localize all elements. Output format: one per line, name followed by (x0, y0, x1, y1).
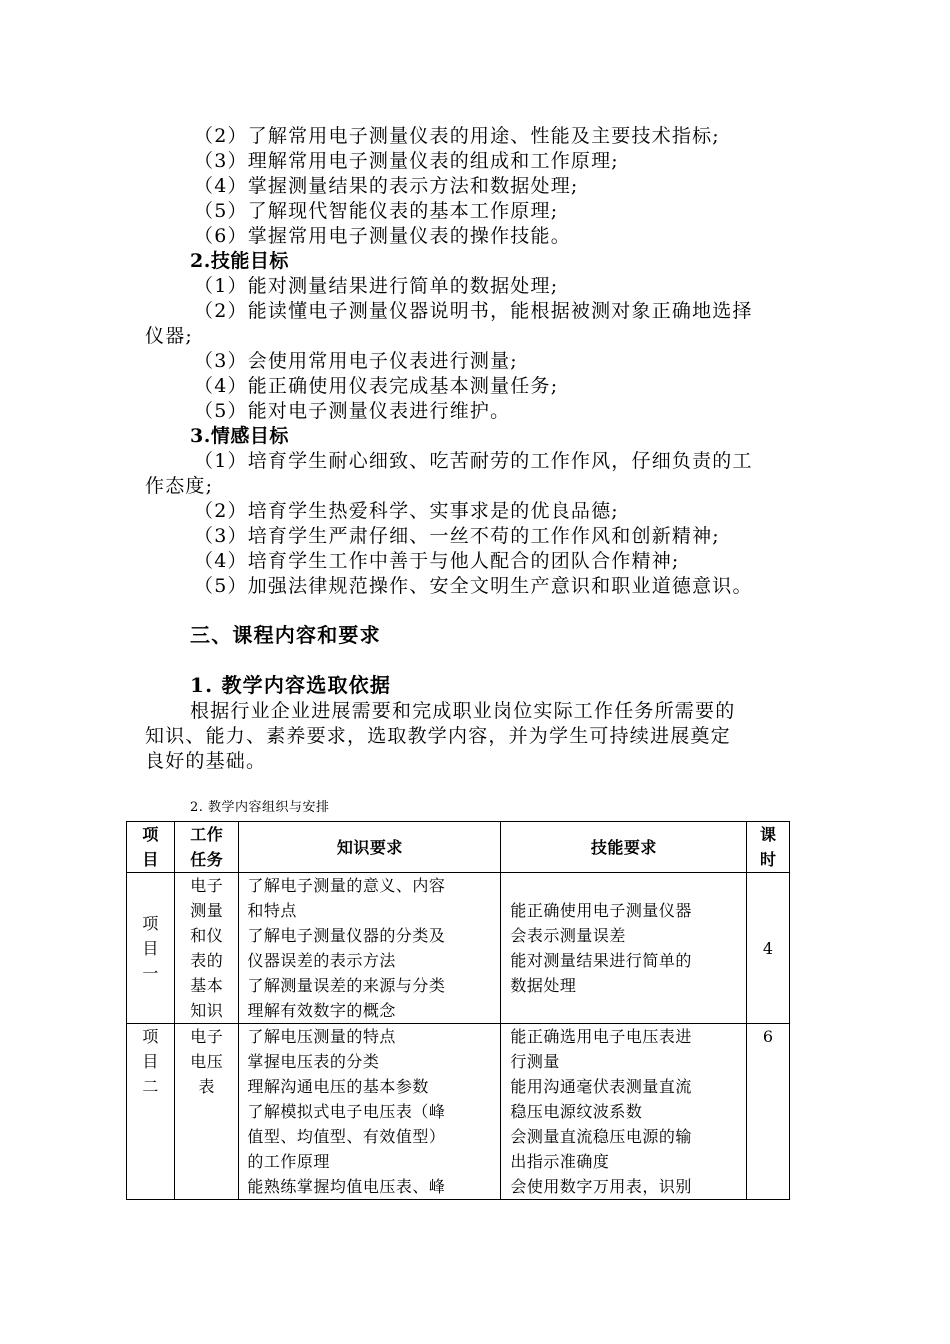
skill-goal-2: （2）能读懂电子测量仪器说明书，能根据被测对象正确地选择 (194, 300, 753, 322)
knowledge-line: 能熟练掌握均值电压表、峰 (247, 1177, 446, 1196)
hours-cell: 6 (747, 1024, 790, 1200)
header-skill: 技能要求 (501, 822, 747, 873)
skill-line: 能正确选用电子电压表进 (510, 1027, 692, 1046)
emotion-goal-2: （2）培育学生热爱科学、实事求是的优良品德; (194, 500, 619, 522)
task-line: 知识 (190, 1001, 224, 1020)
emotion-goal-3: （3）培育学生严肃仔细、一丝不苟的工作作风和创新精神; (194, 525, 720, 547)
knowledge-text (247, 873, 496, 1023)
emotion-goals-heading: 3.情感目标 (190, 425, 289, 447)
knowledge-goal-6: （6）掌握常用电子测量仪表的操作技能。 (194, 225, 571, 247)
skill-goals-heading: 2.技能目标 (190, 250, 289, 272)
task-line: 电子 (190, 1027, 224, 1046)
hours-cell: 4 (747, 873, 790, 1024)
knowledge-line: 值型、均值型、有效值型） (247, 1127, 446, 1146)
paragraph-line-3: 良好的基础。 (145, 750, 267, 772)
skill-line: 会表示测量误差 (510, 926, 626, 945)
emotion-goal-5: （5）加强法律规范操作、安全文明生产意识和职业道德意识。 (194, 575, 753, 597)
skill-line: 稳压电源纹波系数 (510, 1102, 643, 1121)
task-line: 表的 (190, 951, 224, 970)
emotion-goal-1-cont: 作态度; (145, 475, 214, 497)
task-line: 和仪 (190, 926, 224, 945)
emotion-goal-1: （1）培育学生耐心细致、吃苦耐劳的工作作风，仔细负责的工 (194, 450, 753, 472)
knowledge-text (247, 1024, 496, 1199)
table-caption: 2. 教学内容组织与安排 (190, 800, 330, 815)
paragraph-line-1: 根据行业企业进展需要和完成职业岗位实际工作任务所需要的 (190, 700, 736, 722)
skill-goal-1: （1）能对测量结果进行简单的数据处理; (194, 275, 559, 297)
skill-line: 能对测量结果进行简单的 (510, 951, 692, 970)
table-row (127, 873, 790, 1024)
knowledge-line: 了解电子测量仪器的分类及 (247, 926, 446, 945)
knowledge-line: 了解测量误差的来源与分类 (247, 976, 446, 995)
project-line: 目 (142, 1052, 159, 1071)
header-hours (747, 822, 790, 873)
skill-line: 行测量 (510, 1052, 560, 1071)
knowledge-line: 仪器误差的表示方法 (247, 951, 396, 970)
table-row (127, 1024, 790, 1200)
knowledge-line: 理解沟通电压的基本参数 (247, 1077, 429, 1096)
knowledge-goal-4: （4）掌握测量结果的表示方法和数据处理; (194, 175, 579, 197)
project-line: 项 (142, 913, 159, 933)
skill-goal-3: （3）会使用常用电子仪表进行测量; (194, 350, 518, 372)
course-plan-table (126, 821, 790, 1200)
skill-line: 会测量直流稳压电源的输 (510, 1127, 692, 1146)
task-line: 电压 (190, 1052, 224, 1071)
header-task-text (175, 822, 238, 872)
header-text-line: 时 (759, 850, 777, 869)
header-project (127, 822, 175, 873)
skill-goal-4: （4）能正确使用仪表完成基本测量任务; (194, 375, 559, 397)
task-cell (175, 1024, 239, 1200)
project-line: 目 (142, 938, 159, 958)
knowledge-goal-2: （2）了解常用电子测量仪表的用途、性能及主要技术指标; (194, 125, 720, 147)
task-line: 基本 (190, 976, 224, 995)
header-text-line: 工作 (190, 825, 224, 844)
paragraph-line-2: 知识、能力、素养要求，选取教学内容，并为学生可持续进展奠定 (145, 725, 731, 747)
task-line: 测量 (190, 901, 224, 920)
project-line: 项 (142, 1027, 159, 1046)
knowledge-line: 了解模拟式电子电压表（峰 (247, 1102, 446, 1121)
skill-goal-2-cont: 仪器; (145, 325, 194, 347)
header-text-line: 课 (759, 825, 777, 844)
section-title: 三、课程内容和要求 (190, 623, 381, 647)
header-task (175, 822, 239, 873)
header-text-line: 任务 (190, 850, 224, 869)
task-text (175, 873, 238, 1023)
header-hours-text (747, 822, 789, 872)
skill-text (510, 1024, 742, 1199)
project-text (127, 911, 174, 986)
skill-line: 数据处理 (510, 976, 577, 995)
knowledge-goal-3: （3）理解常用电子测量仪表的组成和工作原理; (194, 150, 619, 172)
task-line: 电子 (190, 876, 224, 895)
header-knowledge: 知识要求 (239, 822, 501, 873)
subsection-title: 1. 教学内容选取依据 (190, 673, 392, 697)
knowledge-line: 了解电压测量的特点 (247, 1027, 396, 1046)
project-cell (127, 873, 175, 1024)
skill-line: 会使用数字万用表，识别 (510, 1177, 692, 1196)
emotion-goal-4: （4）培育学生工作中善于与他人配合的团队合作精神; (194, 550, 680, 572)
project-text (127, 1024, 174, 1099)
header-text-line: 项 (142, 825, 159, 844)
knowledge-line: 理解有效数字的概念 (247, 1001, 396, 1020)
skill-cell (501, 873, 747, 1024)
project-line: 二 (142, 1077, 159, 1096)
knowledge-line: 掌握电压表的分类 (247, 1052, 380, 1071)
knowledge-line: 了解电子测量的意义、内容 (247, 876, 446, 895)
skill-line: 能用沟通毫伏表测量直流 (510, 1077, 692, 1096)
knowledge-cell (239, 873, 501, 1024)
knowledge-cell (239, 1024, 501, 1200)
header-project-text (127, 822, 174, 872)
knowledge-line: 的工作原理 (247, 1152, 330, 1171)
project-cell (127, 1024, 175, 1200)
skill-line: 能正确使用电子测量仪器 (510, 901, 692, 920)
skill-cell (501, 1024, 747, 1200)
knowledge-line: 和特点 (247, 901, 297, 920)
skill-text (510, 898, 742, 998)
header-text-line: 目 (142, 850, 159, 869)
task-text (175, 1024, 238, 1099)
skill-goal-5: （5）能对电子测量仪表进行维护。 (194, 400, 511, 422)
task-line: 表 (198, 1077, 215, 1096)
task-cell (175, 873, 239, 1024)
skill-line: 出指示准确度 (510, 1152, 610, 1171)
knowledge-goal-5: （5）了解现代智能仪表的基本工作原理; (194, 200, 559, 222)
table-header-row (127, 822, 790, 873)
project-line: 一 (142, 963, 159, 983)
